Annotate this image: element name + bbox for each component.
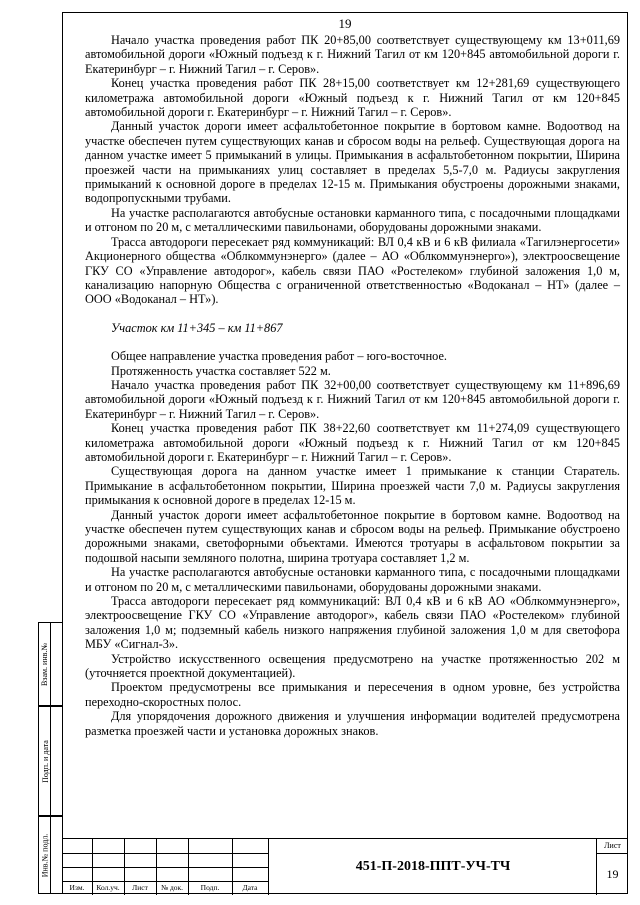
paragraph: Проектом предусмотрены все примыкания и пересечения в одном уровне, без устройства переходно-скоростных полос. [85,680,620,709]
paragraph: Конец участка проведения работ ПК 28+15,00 соответствует км 12+281,69 существующего километража автомобильной дороги «Южный подъезд к г. Нижний Тагил от км 120+845 автомобильной дороги г. Екатеринбург – г. Нижний Тагил – г. Серов». [85,76,620,120]
paragraph: Данный участок дороги имеет асфальтобетонное покрытие в бортовом камне. Водоотвод на участке обеспечен путем существующих канав и сбросом воды на рельеф. Существующая дорога на данном участке имеет 5 примыканий в улицы. Примыкания в асфальтобетонном покрытии, Ширина проезжей части на примыканиях улиц составляет в пределах 5,5-7,0 м. Радиусы закругления примыканий к основной дороге в пределах 12-15 м. Примыкания обустроены дорожными знаками, водопропускными трубами. [85,119,620,206]
paragraph: Для упорядочения дорожного движения и улучшения информации водителей предусмотрена разметка проезжей части и установка дорожных знаков. [85,709,620,738]
paragraph: Начало участка проведения работ ПК 32+00,00 соответствует существующему км 11+896,69 автомобильной дороги «Южный подъезд к г. Нижний Тагил от км 120+845 автомобильной дороги г. Екатеринбург – г. Нижний Тагил – г. Серов». [85,377,620,421]
sheet-number: 19 [606,867,619,881]
side-box-podp [38,706,62,816]
paragraph: Существующая дорога на данном участке имеет 1 примыкание к станции Старатель. Примыкание в асфальтобетонном покрытии, Ширина проезжей части 7,0 м. Радиусы закругления примыкания к основной дороге в пределах 12-15 м. [85,464,620,508]
stamp-header: Кол.уч. [96,883,120,892]
stamp-header: Лист [132,883,148,892]
paragraph: Данный участок дороги имеет асфальтобетонное покрытие в бортовом камне. Водоотвод на участке обеспечен путем существующих канав и сбросом воды на рельеф. Примыкание обустроено дорожными знаками, светофорными объектами. Имеются тротуары в асфальтовом покрытии за подошвой насыпи земляного полотна, ширина тротуара составляет 1,2 м. [85,507,620,565]
paragraph: Протяженность участка составляет 522 м. [111,363,331,378]
side-box-inv [38,816,62,894]
side-label-vzam: Взам. инв.№ [40,642,50,686]
sheet-box [596,839,628,895]
paragraph: Трасса автодороги пересекает ряд коммуникаций: ВЛ 0,4 кВ и 6 кВ АО «Облкоммунэнерго», электроосвещение ГКУ СО «Управление автодорог», кабель связи ПАО «Ростелеком» глубиной заложения 1,0 м; подземный кабель низкого напряжения глубиной заложения 1,0 м для светофора МБУ «Сигнал-3». [85,594,620,652]
paragraph: Общее направление участка проведения работ – юго-восточное. [111,349,448,364]
stamp-header: Дата [242,883,258,892]
paragraph: На участке располагаются автобусные остановки карманного типа, с посадочными площадками и отгоном по 20 м, с металлическими павильонами, оборудованы дорожными знаками. [85,565,620,594]
side-box-vzam [38,622,62,706]
side-label-podp: Подп. и дата [40,739,50,783]
section-title: Участок км 11+345 – км 11+867 [111,320,283,335]
document-code: 451-П-2018-ППТ-УЧ-ТЧ [268,839,597,895]
paragraph: Конец участка проведения работ ПК 38+22,60 соответствует км 11+274,09 существующего километража автомобильной дороги «Южный подъезд к г. Нижний Тагил от км 120+845 автомобильной дороги г. Екатеринбург – г. Нижний Тагил – г. Серов». [85,421,620,464]
stamp-header: № док. [160,883,184,892]
revision-table [62,839,268,895]
stamp-header: Изм. [69,883,85,892]
page-number-top: 19 [338,16,352,31]
stamp-header: Подп. [200,883,220,892]
paragraph: Трасса автодороги пересекает ряд коммуникаций: ВЛ 0,4 кВ и 6 кВ филиала «Тагилэнергосети» Акционерного общества «Облкоммунэнерго» (далее – АО «Облкоммунэнерго»), электроосвещение ГКУ СО «Управление автодорог», кабель связи ПАО «Ростелеком» глубиной заложения 1,0 м, канализацию напорную Общества с ограниченной ответственностью «Водоканал – НТ» (далее – ООО «Водоканал – НТ»). [85,234,620,307]
title-block [62,838,628,894]
side-label-inv: Инв.№ подл. [40,833,50,877]
paragraph: Начало участка проведения работ ПК 20+85,00 соответствует существующему км 13+011,69 автомобильной дороги «Южный подъезд к г. Нижний Тагил от км 120+845 автомобильной дороги г. Екатеринбург – г. Нижний Тагил – г. Серов». [85,33,620,76]
sheet-label: Лист [604,841,621,850]
paragraph: На участке располагаются автобусные остановки карманного типа, с посадочными площадками и отгоном по 20 м, с металлическими павильонами, оборудованы дорожными знаками. [85,205,620,235]
paragraph: Устройство искусственного освещения предусмотрено на участке протяженностью 202 м (уточняется проектной документацией). [85,651,620,681]
document-body [85,33,620,738]
